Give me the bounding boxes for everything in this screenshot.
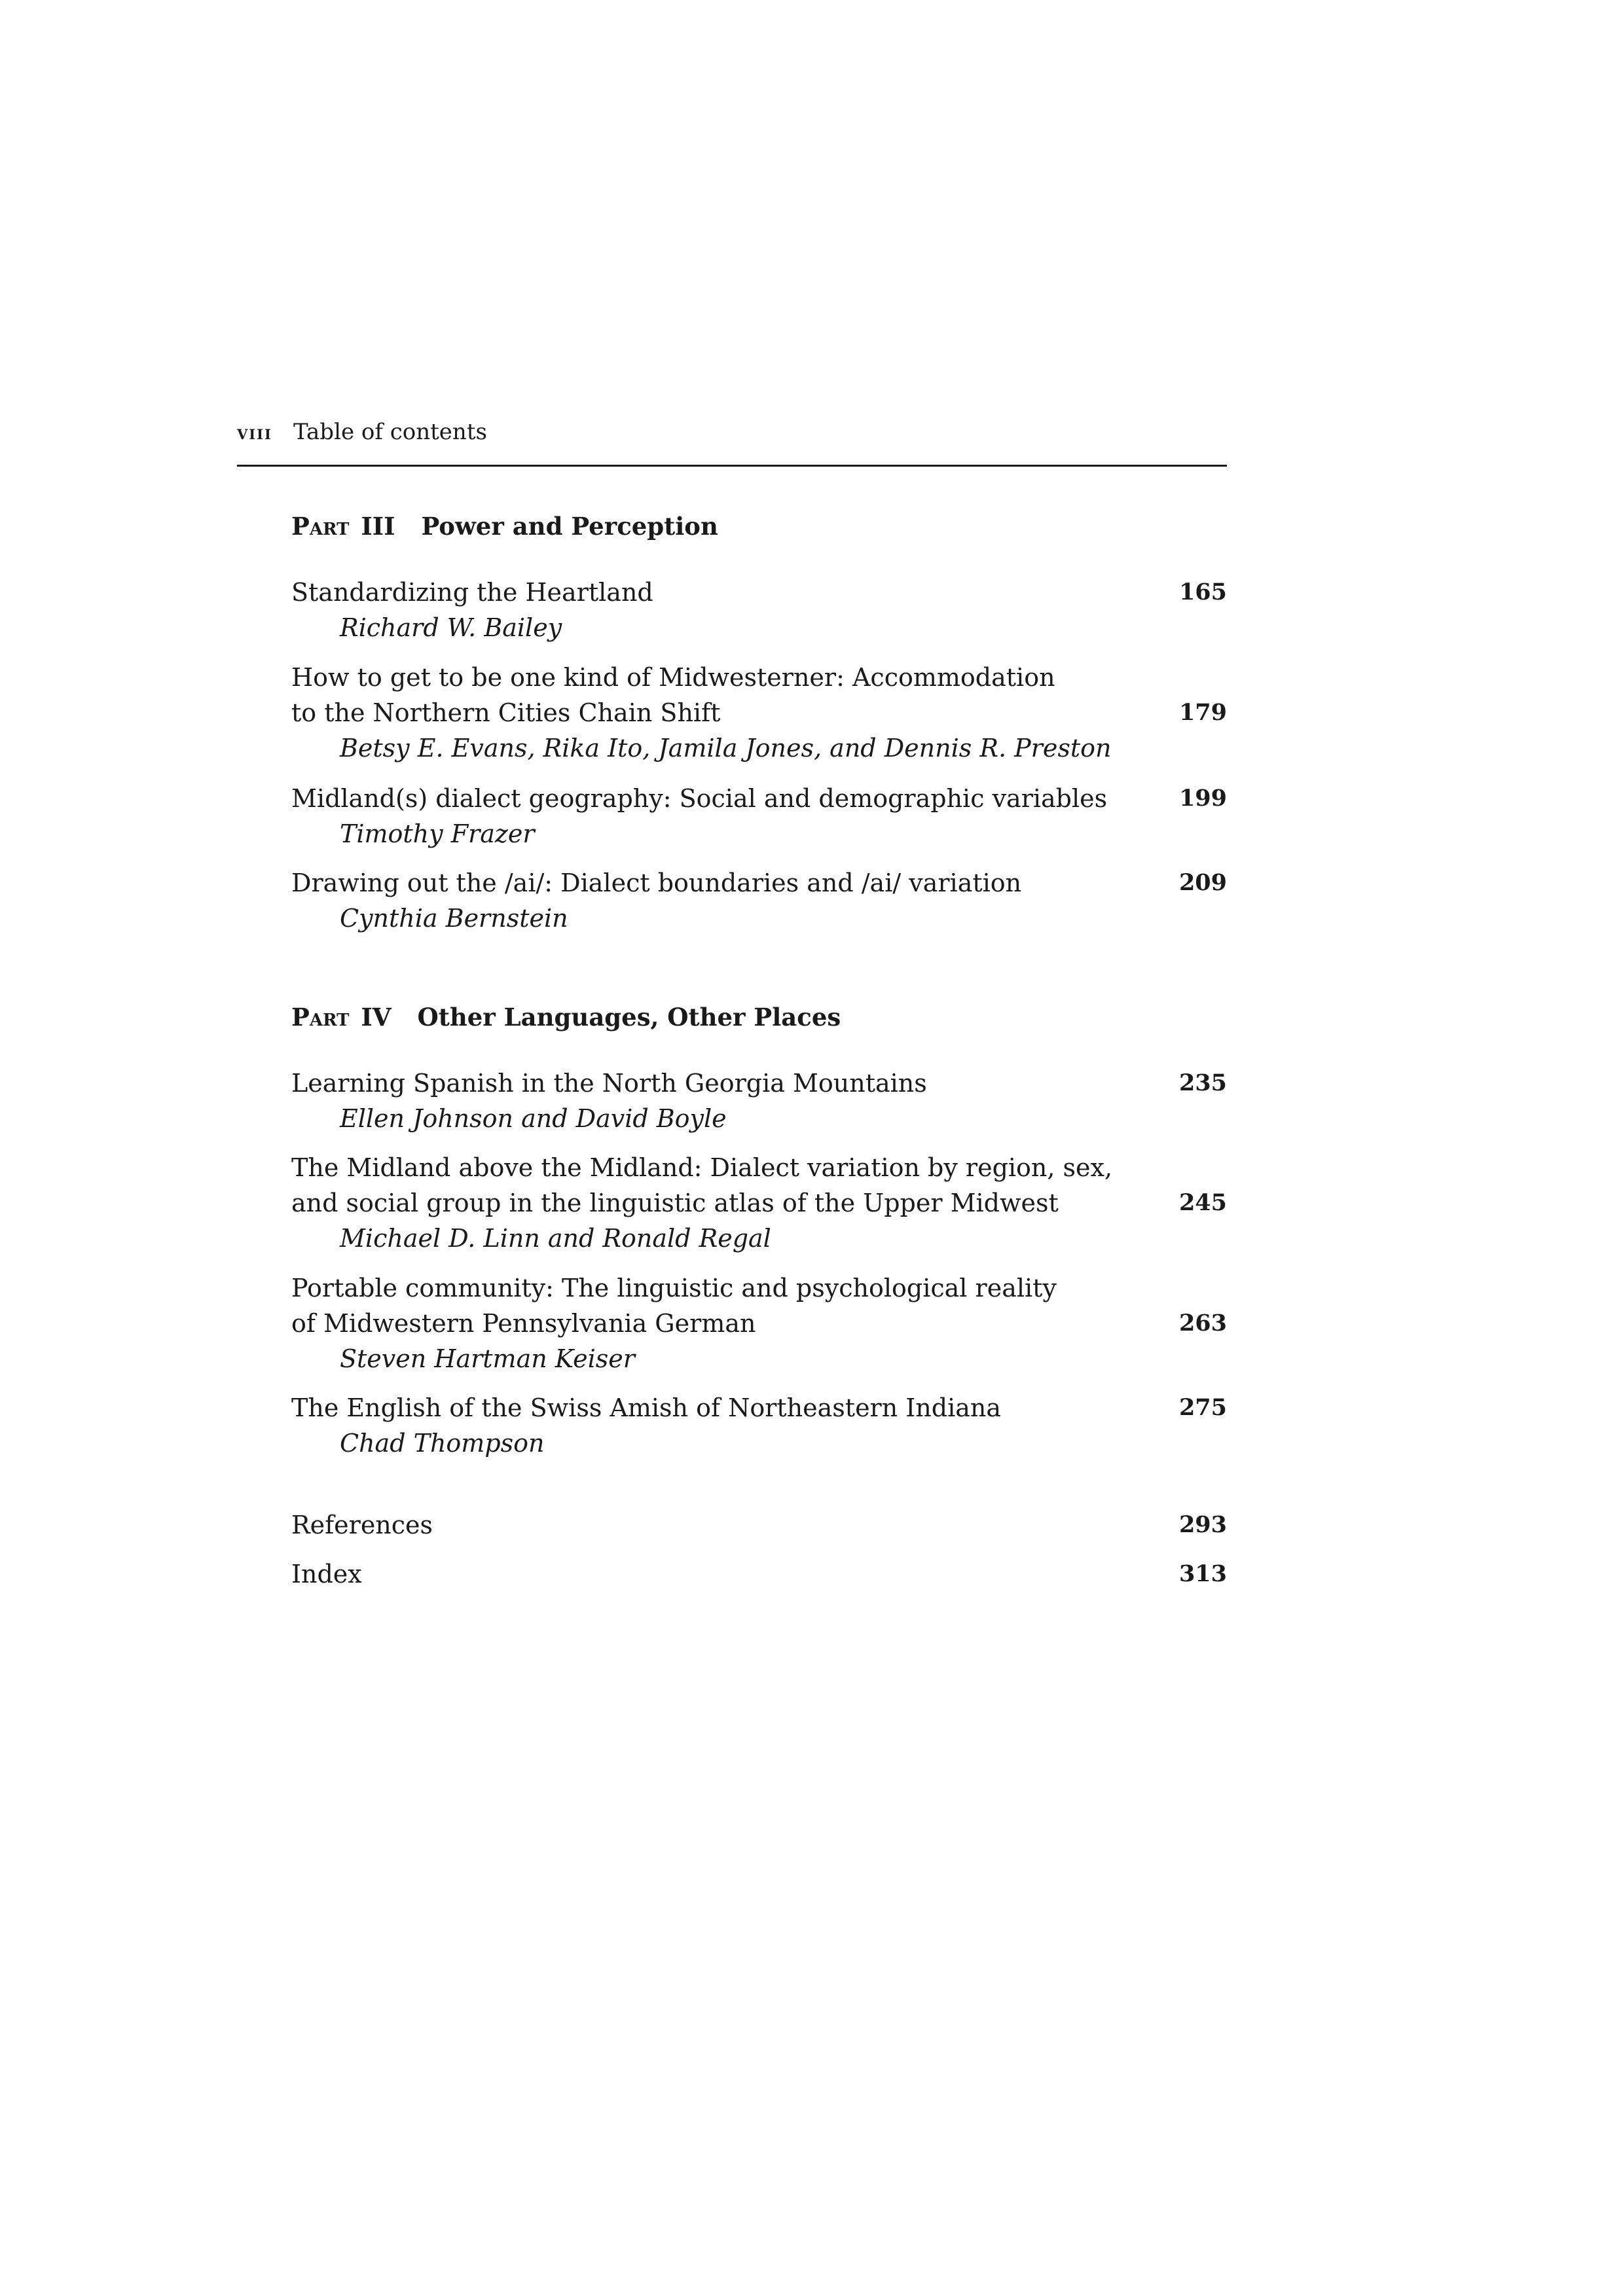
entry-page-number: 179 (1178, 699, 1227, 726)
entry-author: Ellen Johnson and David Boyle (340, 1104, 727, 1133)
toc-entry[interactable] (291, 660, 1227, 766)
toc-entry[interactable] (291, 575, 1227, 645)
entry-author: Richard W. Bailey (340, 613, 562, 642)
entry-author: Betsy E. Evans, Rika Ito, Jamila Jones, and Dennis R. Preston (340, 734, 1112, 762)
running-head-title: Table of contents (293, 419, 487, 445)
entry-title-line: Learning Spanish in the North Georgia Mountains (291, 1069, 927, 1098)
toc-entry-references[interactable] (291, 1507, 1227, 1543)
entry-page-number: 209 (1178, 869, 1227, 896)
toc-entry[interactable] (291, 1066, 1227, 1136)
entry-author: Timothy Frazer (340, 819, 535, 848)
entry-page-number: 165 (1178, 579, 1227, 605)
entry-title-line: Index (291, 1560, 362, 1588)
entry-title-line: and social group in the linguistic atlas of the Upper Midwest (291, 1189, 1059, 1217)
entry-title-line: Midland(s) dialect geography: Social and demographic variables (291, 784, 1108, 813)
entry-page-number: 263 (1178, 1310, 1227, 1336)
part-number: IV (361, 1003, 392, 1031)
entry-title-line: Standardizing the Heartland (291, 578, 653, 607)
entry-page-number: 235 (1178, 1069, 1227, 1096)
toc-entry[interactable] (291, 865, 1227, 936)
entry-title-line: to the Northern Cities Chain Shift (291, 698, 721, 727)
entry-author: Chad Thompson (340, 1429, 545, 1458)
entry-title-line: Portable community: The linguistic and psychological reality (291, 1274, 1057, 1302)
entry-page-number: 313 (1178, 1560, 1227, 1587)
entry-page-number: 199 (1178, 785, 1227, 812)
entry-title-line: The Midland above the Midland: Dialect variation by region, sex, (291, 1153, 1113, 1182)
running-head (237, 419, 1227, 467)
entry-page-number: 245 (1178, 1189, 1227, 1216)
entry-title-line: Drawing out the /ai/: Dialect boundaries and /ai/ variation (291, 869, 1022, 897)
part-title: Other Languages, Other Places (417, 1003, 841, 1031)
entry-author: Steven Hartman Keiser (340, 1344, 635, 1373)
entry-author: Cynthia Bernstein (340, 904, 568, 933)
entry-title-line: The English of the Swiss Amish of Northeastern Indiana (291, 1393, 1002, 1422)
entry-title-line: of Midwestern Pennsylvania German (291, 1309, 756, 1338)
part-label: Part (291, 1003, 350, 1031)
toc-entry-index[interactable] (291, 1556, 1227, 1592)
part-number: III (361, 512, 395, 541)
part-label: Part (291, 512, 350, 541)
entry-title-line: References (291, 1511, 433, 1539)
toc-entry[interactable] (291, 1270, 1227, 1376)
entry-page-number: 275 (1178, 1394, 1227, 1421)
page-folio: viii (237, 422, 272, 444)
entry-page-number: 293 (1178, 1511, 1227, 1538)
toc-entry[interactable] (291, 781, 1227, 852)
entry-title-line: How to get to be one kind of Midwesterner: Accommodation (291, 663, 1055, 692)
toc-entry[interactable] (291, 1390, 1227, 1461)
part-heading-iv (291, 1003, 841, 1031)
entry-author: Michael D. Linn and Ronald Regal (340, 1224, 771, 1253)
part-heading-iii (291, 512, 718, 541)
part-title: Power and Perception (421, 512, 718, 541)
toc-entry[interactable] (291, 1150, 1227, 1256)
